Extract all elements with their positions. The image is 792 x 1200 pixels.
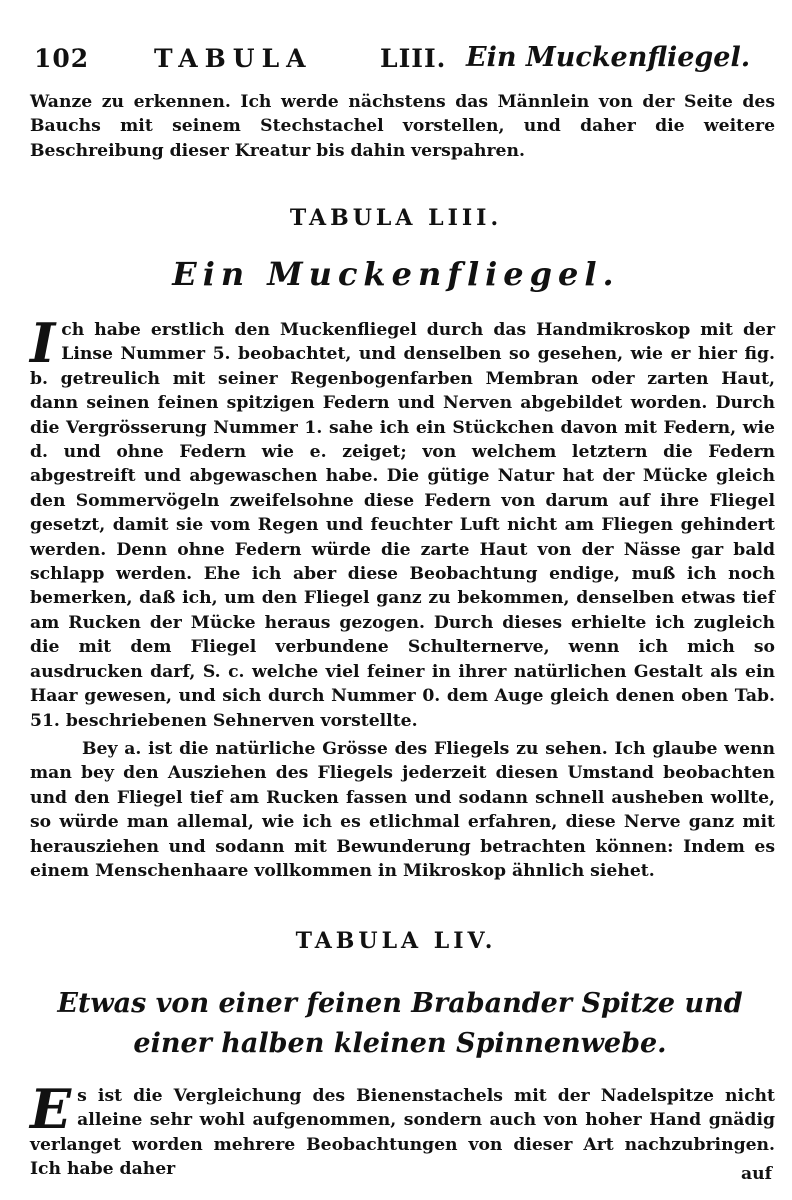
running-head: [34, 38, 774, 78]
running-head-plate: LIII.: [380, 44, 447, 73]
paragraph-text: ch habe erstlich den Muckenfliegel durch das Handmikroskop mit der Linse Nummer 5. beobachtet, und denselben so gesehen, wie er hier fig. b. getreulich mit seiner Regenbogenfarben Membran oder zarten Haut, dann seinen feinen spitzigen Federn und Nerven abgebildet worden. Durch die Vergrösserung Nummer 1. sahe ich ein Stückchen davon mit Federn, wie d. und ohne Federn wie e. zeiget; von welchem letztern die Federn abgestreift und abgewaschen habe. Die gütige Natur hat der Mücke gleich den Sommervögeln zweifelsohne diese Federn von darum auf ihre Fliegel gesetzt, damit sie vom Regen und feuchter Luft nicht am Fliegen gehindert werden. Denn ohne Federn würde die zarte Haut von der Nässe gar bald schlapp werden. Ehe ich aber diese Beobachtung endige, muß ich noch bemerken, daß ich, um den Fliegel ganz zu bekommen, denselben etwas tief am Rucken der Mücke heraus gezogen. Durch dieses erhielte ich zugleich die mit dem Fliegel verbundene Schulternerve, wenn ich mich so ausdrucken darf, S. c. welche viel feiner in ihrer natürlichen Gestalt als ein Haar gewesen, und sich durch Nummer 0. dem Auge gleich denen oben Tab. 51. beschriebenen Sehnerven vorstellte.: [30, 320, 775, 731]
paragraph-text: s ist die Vergleichung des Bienenstachels mit der Nadelspitze nicht alleine sehr wohl aufgenommen, sondern auch von hoher Hand gnädig verlanget worden mehrere Beobachtungen von dieser Art nachzubringen. Ich habe daher: [30, 1086, 775, 1180]
paragraph-53-1: [30, 311, 775, 733]
running-head-subject: Ein Muckenfliegel.: [466, 42, 751, 73]
section-heading-tabula-53: TABULA LIII.: [289, 205, 503, 231]
carryover-paragraph: Wanze zu erkennen. Ich werde nächstens das Männlein von der Seite des Bauchs mit seinem Stechstachel vorstellen, und daher die weitere Beschreibung dieser Kreatur bis dahin verspahren.: [30, 92, 775, 161]
page-number: 102: [34, 44, 90, 73]
paragraph-53-2: Bey a. ist die natürliche Grösse des Fliegels zu sehen. Ich glaube wenn man bey den Ausziehen des Fliegels jederzeit diesen Umstand beobachten und den Fliegel tief am Rucken fassen und sodann schnell ausheben wollte, so würde man allemal, wie ich es etlichmal erfahren, diese Nerve ganz mit herausziehen und sodann mit Bewunderung betrachten können: Indem es einem Menschenhaare vollkommen in Mikroskop ähnlich siehet.: [30, 739, 775, 882]
catchword: auf: [740, 1164, 772, 1184]
dropcap-initial: I: [30, 311, 56, 375]
section-title-muckenfliegel: Ein Muckenfliegel.: [172, 255, 620, 293]
running-head-tabula: TABULA: [154, 44, 313, 73]
paragraph-54-1: [30, 1077, 775, 1182]
dropcap-initial: E: [30, 1077, 72, 1141]
section-title-brabander-spitze: Etwas von einer feinen Brabander Spitze und einer halben kleinen Spinnenwebe.: [57, 988, 743, 1059]
section-heading-tabula-54: TABULA LIV.: [295, 928, 497, 954]
